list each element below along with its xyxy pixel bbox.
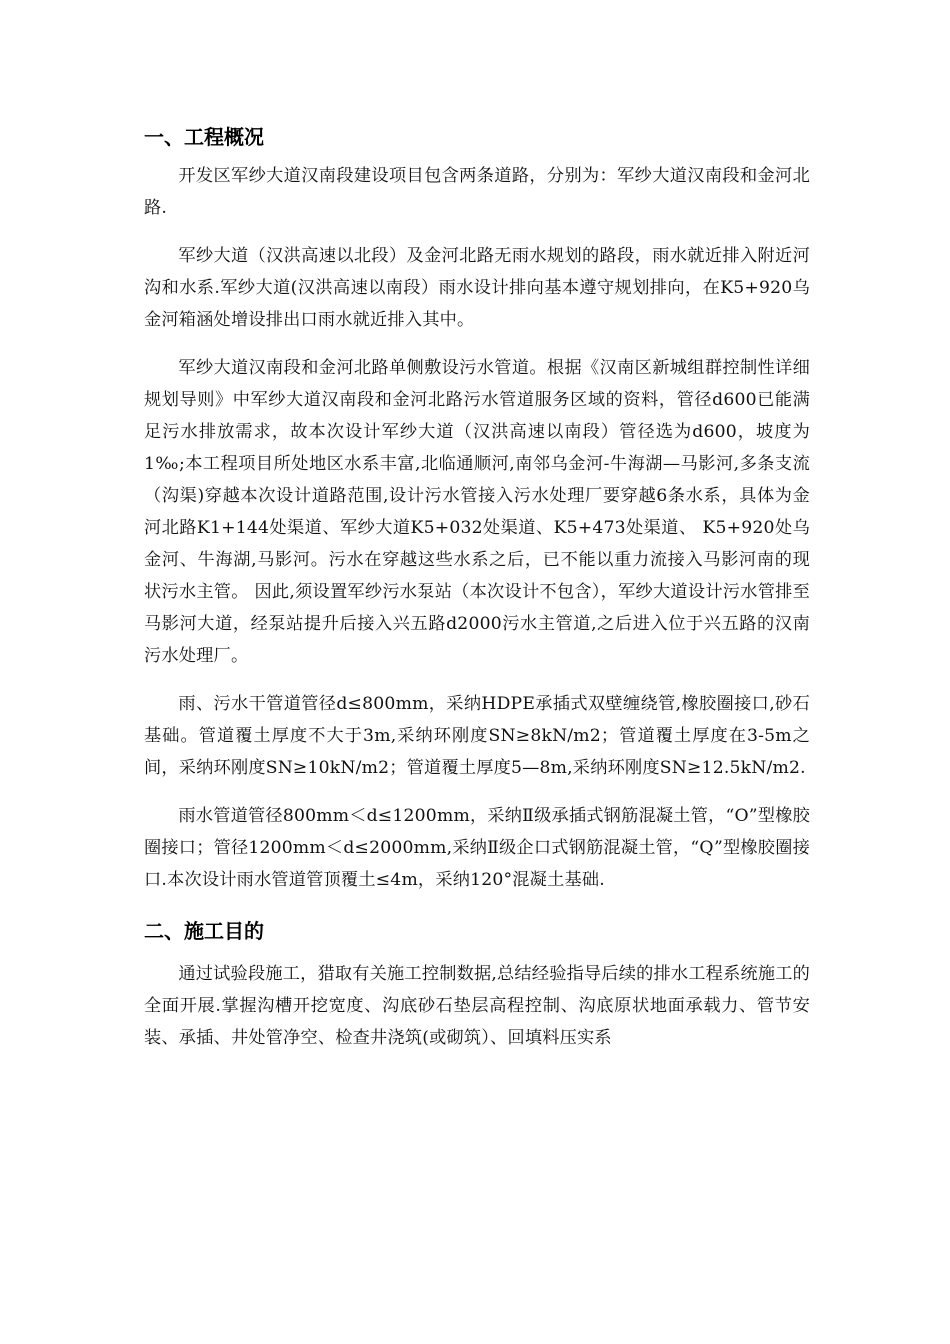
paragraph-pipe-materials: 雨、污水干管道管径d≤800mm，采纳HDPE承插式双壁缠绕管,橡胶圈接口,砂石基础。管道覆土厚度不大于3m,采纳环刚度SN≥8kN/m2；管道覆土厚度在3-5m之间，采纳环刚度SN≥10kN/m2；管道覆土厚度5—8m,采纳环刚度SN≥12.5kN/m2. <box>144 694 810 778</box>
paragraph-construction-purpose: 通过试验段施工，猎取有关施工控制数据,总结经验指导后续的排水工程系统施工的全面开展.掌握沟槽开挖宽度、沟底砂石垫层高程控制、沟底原状地面承载力、管节安装、承插、井处管净空、检查井浇筑(或砌筑）、回填料压实系 <box>144 964 811 1048</box>
section-heading-purpose: 二、施工目的 <box>144 919 264 943</box>
paragraph-sewage-pipeline: 军纱大道汉南段和金河北路单侧敷设污水管道。根据《汉南区新城组群控制性详细规划导则》中军纱大道汉南段和金河北路污水管道服务区域的资料，管径d600已能满足污水排放需求，故本次设计军纱大道（汉洪高速以南段）管径选为d600，坡度为1‰;本工程项目所处地区水系丰富,北临通顺河,南邻乌金河-牛海湖—马影河,多条支流（沟渠)穿越本次设计道路范围,设计污水管接入污水处理厂要穿越6条水系，具体为金河北路K1+144处渠道、军纱大道K5+032处渠道、K5+473处渠道、 K5+920处乌金河、牛海湖,马影河。污水在穿越这些水系之后，已不能以重力流接入马影河南的现状污水主管。 因此,须设置军纱污水泵站（本次设计不包含），军纱大道设计污水管排至马影河大道，经泵站提升后接入兴五路d2000污水主管道,之后进入位于兴五路的汉南污水处理厂。 <box>144 358 810 666</box>
paragraph-rainwater-pipe-spec: 雨水管道管径800mm＜d≤1200mm，采纳Ⅱ级承插式钢筋混凝土管，“O”型橡胶圈接口；管径1200mm＜d≤2000mm,采纳Ⅱ级企口式钢筋混凝土管，“Q”型橡胶圈接口.本次设计雨水管道管顶覆土≤4m，采纳120°混凝土基础. <box>144 806 810 890</box>
paragraph-project-scope: 开发区军纱大道汉南段建设项目包含两条道路，分别为：军纱大道汉南段和金河北路. <box>144 166 810 218</box>
paragraph-rainwater-drainage: 军纱大道（汉洪高速以北段）及金河北路无雨水规划的路段，雨水就近排入附近河沟和水系.军纱大道(汉洪高速以南段）雨水设计排向基本遵守规划排向，在K5+920乌金河箱涵处增设排出口雨水就近排入其中。 <box>144 246 810 330</box>
section-heading-overview: 一、工程概况 <box>144 125 264 149</box>
document-body <box>144 120 810 1070</box>
